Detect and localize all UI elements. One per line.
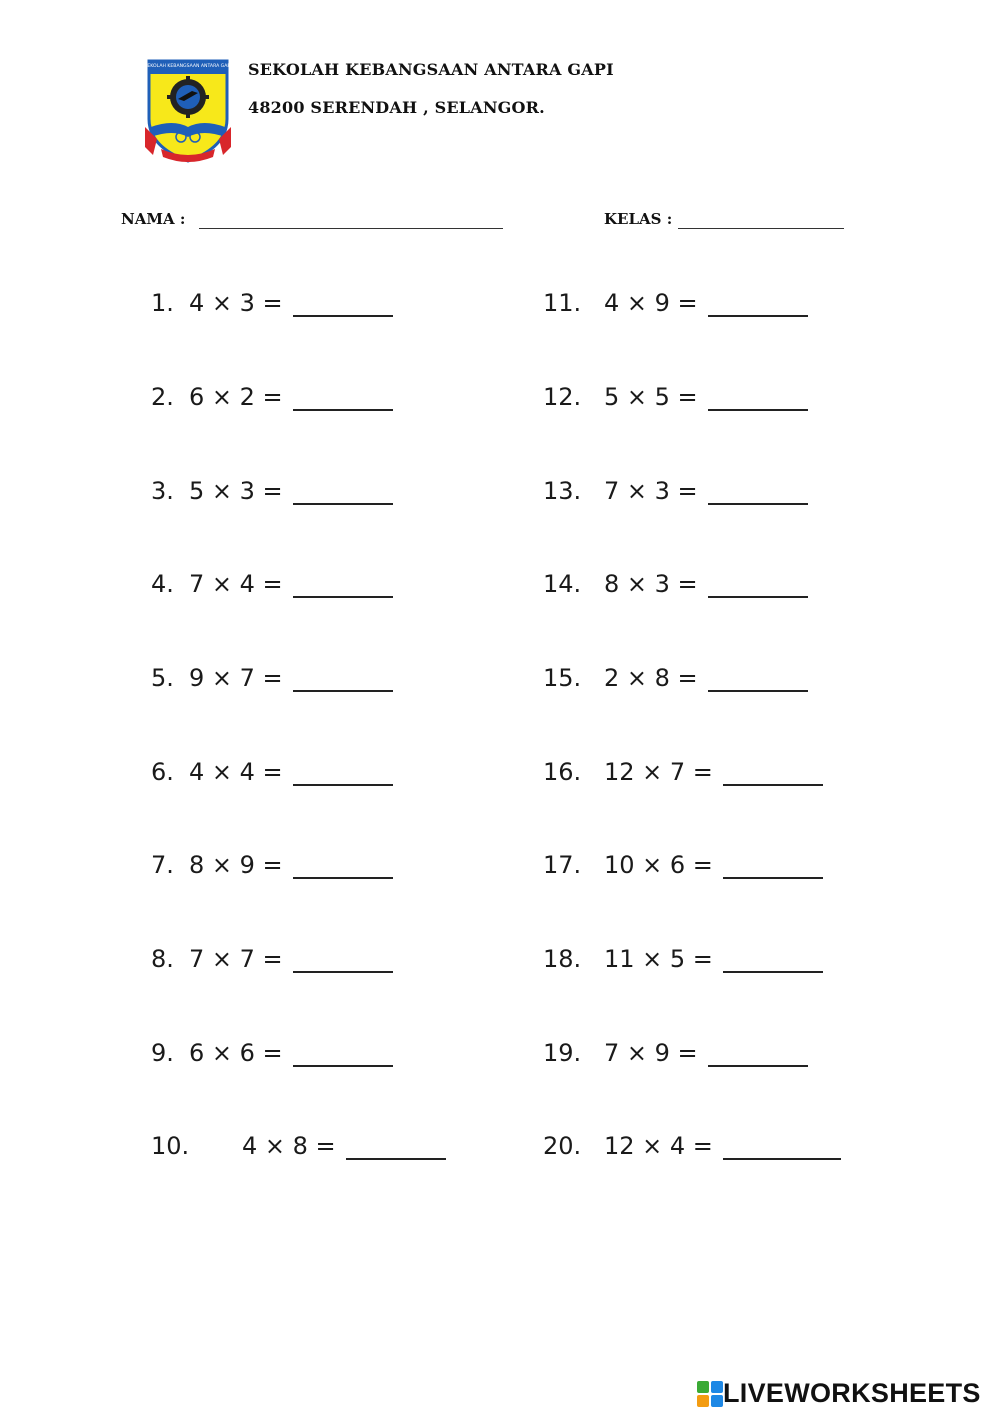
question-18 (543, 939, 713, 979)
question-15 (543, 658, 698, 698)
class-blank-line[interactable] (678, 228, 844, 229)
answer-blank[interactable] (346, 1130, 446, 1160)
name-label: NAMA : (121, 210, 186, 228)
question-expression: 4 × 3 = (189, 289, 283, 317)
answer-blank[interactable] (293, 381, 393, 411)
question-expression: 4 × 9 = (604, 289, 698, 317)
question-11 (543, 283, 698, 323)
question-5 (151, 658, 283, 698)
answer-blank[interactable] (293, 943, 393, 973)
answer-blank[interactable] (293, 568, 393, 598)
school-address: 48200 SERENDAH , SELANGOR. (248, 98, 545, 117)
question-number: 2. (151, 383, 174, 411)
answer-blank[interactable] (723, 756, 823, 786)
answer-blank[interactable] (293, 849, 393, 879)
question-expression: 12 × 7 = (604, 758, 713, 786)
question-number: 13. (543, 477, 582, 505)
answer-blank[interactable] (708, 1037, 808, 1067)
question-12 (543, 377, 698, 417)
question-13 (543, 471, 698, 511)
question-expression: 6 × 2 = (189, 383, 283, 411)
question-expression: 10 × 6 = (604, 851, 713, 879)
answer-blank[interactable] (293, 662, 393, 692)
question-number: 18. (543, 945, 582, 973)
answer-blank[interactable] (708, 287, 808, 317)
question-17 (543, 845, 713, 885)
answer-blank[interactable] (293, 475, 393, 505)
class-label: KELAS : (604, 210, 673, 228)
answer-blank[interactable] (723, 1130, 841, 1160)
logo-top-text: SEKOLAH KEBANGSAAN ANTARA GAPI (144, 64, 232, 69)
question-expression: 2 × 8 = (604, 664, 698, 692)
question-16 (543, 752, 713, 792)
question-expression: 7 × 9 = (604, 1039, 698, 1067)
question-number: 8. (151, 945, 174, 973)
answer-blank[interactable] (723, 849, 823, 879)
answer-blank[interactable] (723, 943, 823, 973)
question-expression: 7 × 7 = (189, 945, 283, 973)
question-6 (151, 752, 283, 792)
liveworksheets-icon (697, 1381, 723, 1407)
question-expression: 12 × 4 = (604, 1132, 713, 1160)
question-expression: 8 × 3 = (604, 570, 698, 598)
question-7 (151, 845, 283, 885)
school-name: SEKOLAH KEBANGSAAN ANTARA GAPI (248, 60, 614, 79)
question-number: 17. (543, 851, 582, 879)
question-number: 6. (151, 758, 174, 786)
answer-blank[interactable] (708, 475, 808, 505)
question-20 (543, 1126, 713, 1166)
question-number: 16. (543, 758, 582, 786)
question-expression: 4 × 8 = (242, 1132, 336, 1160)
answer-blank[interactable] (293, 287, 393, 317)
question-number: 12. (543, 383, 582, 411)
question-expression: 7 × 3 = (604, 477, 698, 505)
answer-blank[interactable] (293, 756, 393, 786)
question-2 (151, 377, 283, 417)
question-expression: 4 × 4 = (189, 758, 283, 786)
question-number: 19. (543, 1039, 582, 1067)
question-number: 1. (151, 289, 174, 317)
question-number: 11. (543, 289, 582, 317)
question-number: 15. (543, 664, 582, 692)
answer-blank[interactable] (708, 662, 808, 692)
question-expression: 5 × 3 = (189, 477, 283, 505)
question-expression: 6 × 6 = (189, 1039, 283, 1067)
question-number: 3. (151, 477, 174, 505)
liveworksheets-logo[interactable] (697, 1378, 981, 1408)
question-expression: 5 × 5 = (604, 383, 698, 411)
question-19 (543, 1033, 698, 1073)
question-number: 4. (151, 570, 174, 598)
question-number: 9. (151, 1039, 174, 1067)
question-expression: 11 × 5 = (604, 945, 713, 973)
question-9 (151, 1033, 283, 1073)
answer-blank[interactable] (708, 568, 808, 598)
question-3 (151, 471, 283, 511)
question-expression: 8 × 9 = (189, 851, 283, 879)
question-number: 20. (543, 1132, 582, 1160)
question-number: 5. (151, 664, 174, 692)
school-crest-logo (143, 57, 233, 163)
question-8 (151, 939, 283, 979)
answer-blank[interactable] (293, 1037, 393, 1067)
answer-blank[interactable] (708, 381, 808, 411)
question-1 (151, 283, 283, 323)
question-10 (151, 1126, 336, 1166)
question-14 (543, 564, 698, 604)
liveworksheets-wordmark: LIVEWORKSHEETS (723, 1378, 981, 1408)
question-number: 14. (543, 570, 582, 598)
question-expression: 9 × 7 = (189, 664, 283, 692)
question-number: 10. (151, 1132, 190, 1160)
question-number: 7. (151, 851, 174, 879)
question-expression: 7 × 4 = (189, 570, 283, 598)
name-blank-line[interactable] (199, 228, 503, 229)
question-4 (151, 564, 283, 604)
